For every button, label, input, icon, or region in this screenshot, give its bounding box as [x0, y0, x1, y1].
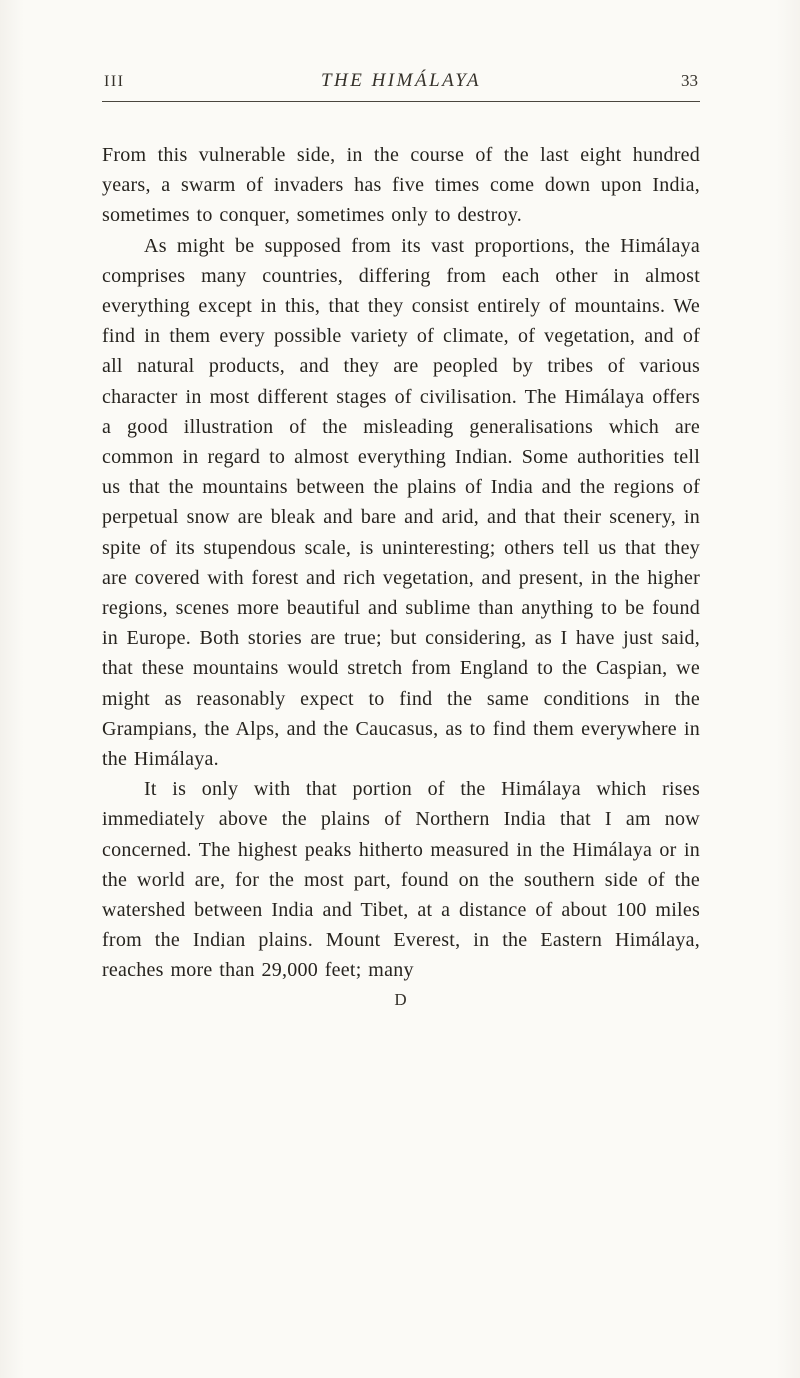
page-number: 33	[681, 71, 698, 90]
running-title: THE HIMÁLAYA	[320, 70, 482, 91]
paragraph-2: As might be supposed from its vast proportions, the Himálaya comprises many countries, differing from each other in almost everything except in this, that they consist entirely of mountains. We find in them every possible variety of climate, of vegetation, and of all natural products, and they are peopled by tribes of various character in most different stages of civilisation. The Himálaya offers a good illustration of the misleading generalisations which are common in regard to almost everything Indian. Some authorities tell us that the mountains between the plains of India and the regions of perpetual snow are bleak and bare and arid, and that their scenery, in spite of its stupendous scale, is uninteresting; others tell us that they are covered with forest and rich vegetation, and present, in the higher regions, scenes more beautiful and sublime than anything to be found in Europe. Both stories are true; but considering, as I have just said, that these mountains would stretch from England to the Caspian, we might as reasonably expect to find the same conditions in the Grampians, the Alps, and the Caucasus, as to find them everywhere in the Himálaya.	[102, 234, 700, 771]
running-head	[102, 70, 700, 92]
header-rule	[102, 101, 700, 102]
signature-mark: D	[394, 989, 408, 1009]
chapter-number: III	[104, 73, 125, 90]
paragraph-1: From this vulnerable side, in the course of the last eight hundred years, a swarm of invaders has five times come down upon India, sometimes to conquer, sometimes only to destroy.	[102, 144, 700, 227]
body-text	[102, 140, 700, 986]
paragraph-3: It is only with that portion of the Himálaya which rises immediately above the plains of Northern India that I am now concerned. The highest peaks hitherto measured in the Himálaya or in the world are, for the most part, found on the southern side of the watershed between India and Tibet, at a distance of about 100 miles from the Indian plains. Mount Everest, in the Eastern Himálaya, reaches more than 29,000 feet; many	[102, 778, 700, 982]
